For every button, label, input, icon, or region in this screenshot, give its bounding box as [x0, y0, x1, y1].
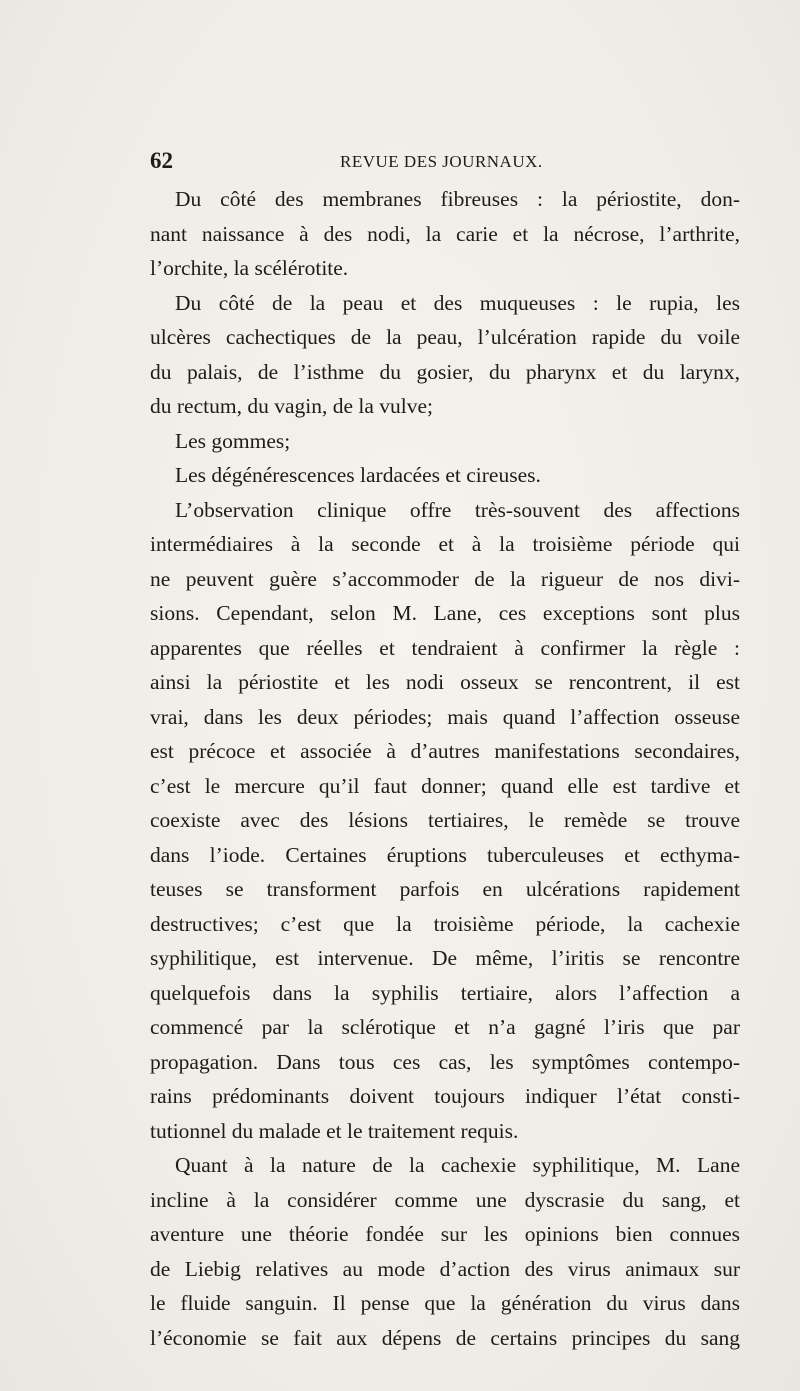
text-line: Du côté des membranes fibreuses : la périostite, don- [175, 187, 740, 211]
text-line: Quant à la nature de la cachexie syphilitique, M. Lane [175, 1153, 740, 1177]
text-line: dans l’iode. Certaines éruptions tuberculeuses et ecthyma- [150, 842, 740, 867]
text-line: du rectum, du vagin, de la vulve; [150, 394, 434, 418]
text-line: coexiste avec des lésions tertiaires, le remède se trouve [150, 808, 740, 832]
text-line: destructives; c’est que la troisième période, la cachexie [150, 911, 740, 936]
text-line: quelquefois dans la syphilis tertiaire, alors l’affection a [150, 980, 740, 1005]
text-line: c’est le mercure qu’il faut donner; quand elle est tardive et [150, 773, 740, 798]
text-line: le fluide sanguin. Il pense que la génération du virus dans [150, 1291, 740, 1315]
text-line: apparentes que réelles et tendraient à confirmer la règle : [150, 635, 740, 660]
text-line: l’économie se fait aux dépens de certains principes du sang [150, 1325, 740, 1350]
text-line: teuses se transforment parfois en ulcérations rapidement [150, 877, 740, 901]
text-line: vrai, dans les deux périodes; mais quand l’affection osseuse [150, 704, 740, 729]
text-line: aventure une théorie fondée sur les opinions bien connues [150, 1222, 740, 1246]
text-line: l’orchite, la scélérotite. [150, 256, 349, 280]
page-number: 62 [150, 148, 173, 173]
body-text [150, 182, 740, 1355]
text-line: ainsi la périostite et les nodi osseux se rencontrent, il est [150, 670, 740, 694]
text-line: ulcères cachectiques de la peau, l’ulcération rapide du voile [150, 325, 740, 349]
page-header [150, 148, 740, 176]
text-line: rains prédominants doivent toujours indiquer l’état consti- [150, 1084, 740, 1108]
text-line: syphilitique, est intervenue. De même, l’iritis se rencontre [150, 946, 740, 970]
text-line: propagation. Dans tous ces cas, les symptômes contempo- [150, 1049, 740, 1074]
text-line: de Liebig relatives au mode d’action des virus animaux sur [150, 1256, 740, 1281]
text-line: intermédiaires à la seconde et à la troisième période qui [150, 532, 740, 556]
text-line: Du côté de la peau et des muqueuses : le rupia, les [175, 290, 740, 315]
text-line: commencé par la sclérotique et n’a gagné l’iris que par [150, 1015, 740, 1039]
text-line: Les gommes; [175, 428, 291, 453]
text-line: incline à la considérer comme une dyscrasie du sang, et [150, 1187, 740, 1212]
text-line: est précoce et associée à d’autres manifestations secondaires, [150, 739, 740, 763]
text-line: Les dégénérescences lardacées et cireuses. [175, 463, 541, 487]
text-line: sions. Cependant, selon M. Lane, ces exceptions sont plus [150, 601, 740, 625]
text-line: L’observation clinique offre très-souvent des affections [175, 497, 740, 522]
running-title: REVUE DES JOURNAUX. [340, 152, 543, 171]
text-line: nant naissance à des nodi, la carie et la nécrose, l’arthrite, [150, 221, 740, 246]
text-line: tutionnel du malade et le traitement requis. [150, 1118, 519, 1143]
text-line: du palais, de l’isthme du gosier, du pharynx et du larynx, [150, 359, 740, 384]
text-line: ne peuvent guère s’accommoder de la rigueur de nos divi- [150, 566, 740, 591]
